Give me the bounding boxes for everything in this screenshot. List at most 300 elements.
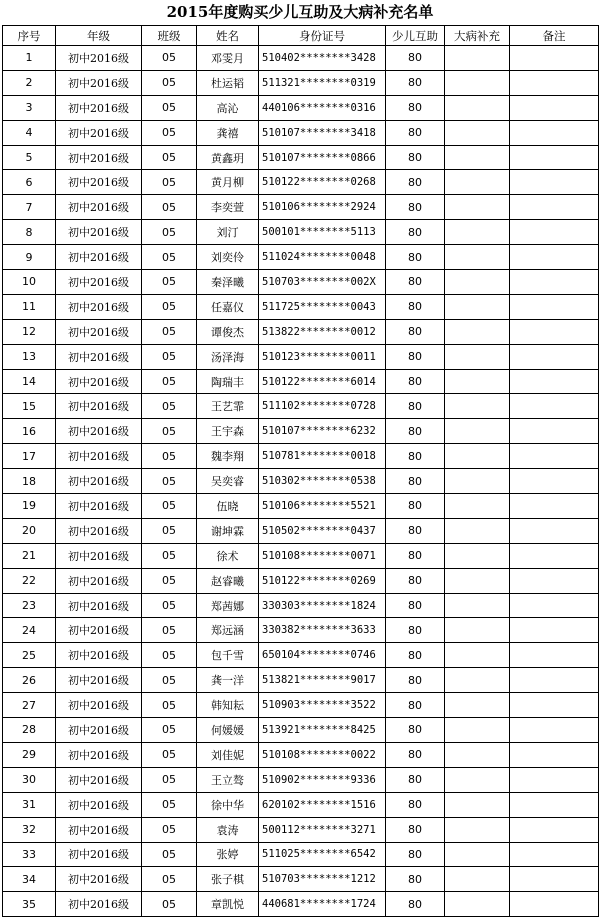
cell-remarks xyxy=(510,817,599,842)
cell-grade: 初中2016级 xyxy=(56,668,142,693)
cell-id-number: 510122********0269 xyxy=(259,568,386,593)
cell-critical-illness xyxy=(445,842,510,867)
table-row xyxy=(3,817,599,842)
cell-child-mutual-aid: 80 xyxy=(386,294,445,319)
cell-grade: 初中2016级 xyxy=(56,494,142,519)
cell-id-number: 510122********0268 xyxy=(259,170,386,195)
cell-child-mutual-aid: 80 xyxy=(386,270,445,295)
cell-remarks xyxy=(510,892,599,917)
cell-class: 05 xyxy=(142,145,197,170)
cell-class: 05 xyxy=(142,170,197,195)
table-row xyxy=(3,444,599,469)
cell-class: 05 xyxy=(142,668,197,693)
cell-remarks xyxy=(510,792,599,817)
cell-critical-illness xyxy=(445,220,510,245)
cell-remarks xyxy=(510,145,599,170)
cell-id-number: 330303********1824 xyxy=(259,593,386,618)
cell-grade: 初中2016级 xyxy=(56,195,142,220)
cell-child-mutual-aid: 80 xyxy=(386,718,445,743)
cell-name: 王立骜 xyxy=(197,767,259,792)
cell-seq: 16 xyxy=(3,419,56,444)
cell-name: 郑茜娜 xyxy=(197,593,259,618)
column-header-grade: 年级 xyxy=(56,26,142,46)
cell-seq: 35 xyxy=(3,892,56,917)
cell-id-number: 510302********0538 xyxy=(259,469,386,494)
cell-critical-illness xyxy=(445,95,510,120)
cell-class: 05 xyxy=(142,543,197,568)
cell-grade: 初中2016级 xyxy=(56,618,142,643)
table-row xyxy=(3,767,599,792)
cell-name: 秦泽曦 xyxy=(197,270,259,295)
cell-id-number: 510502********0437 xyxy=(259,518,386,543)
cell-seq: 14 xyxy=(3,369,56,394)
cell-remarks xyxy=(510,394,599,419)
cell-class: 05 xyxy=(142,742,197,767)
table-row xyxy=(3,892,599,917)
cell-critical-illness xyxy=(445,568,510,593)
cell-seq: 29 xyxy=(3,742,56,767)
cell-grade: 初中2016级 xyxy=(56,369,142,394)
cell-seq: 15 xyxy=(3,394,56,419)
cell-seq: 13 xyxy=(3,344,56,369)
cell-remarks xyxy=(510,344,599,369)
cell-class: 05 xyxy=(142,195,197,220)
cell-seq: 17 xyxy=(3,444,56,469)
cell-class: 05 xyxy=(142,867,197,892)
cell-critical-illness xyxy=(445,120,510,145)
cell-child-mutual-aid: 80 xyxy=(386,369,445,394)
cell-critical-illness xyxy=(445,693,510,718)
cell-name: 伍晓 xyxy=(197,494,259,519)
cell-remarks xyxy=(510,742,599,767)
cell-child-mutual-aid: 80 xyxy=(386,817,445,842)
cell-id-number: 510106********2924 xyxy=(259,195,386,220)
table-row xyxy=(3,344,599,369)
cell-child-mutual-aid: 80 xyxy=(386,643,445,668)
cell-seq: 32 xyxy=(3,817,56,842)
cell-child-mutual-aid: 80 xyxy=(386,593,445,618)
cell-child-mutual-aid: 80 xyxy=(386,245,445,270)
table-row xyxy=(3,294,599,319)
column-header-seq: 序号 xyxy=(3,26,56,46)
cell-name: 徐中华 xyxy=(197,792,259,817)
cell-name: 何媛媛 xyxy=(197,718,259,743)
cell-id-number: 513821********9017 xyxy=(259,668,386,693)
cell-remarks xyxy=(510,668,599,693)
cell-id-number: 510123********0011 xyxy=(259,344,386,369)
cell-remarks xyxy=(510,120,599,145)
cell-name: 高沁 xyxy=(197,95,259,120)
cell-seq: 2 xyxy=(3,70,56,95)
cell-seq: 34 xyxy=(3,867,56,892)
cell-name: 汤泽海 xyxy=(197,344,259,369)
cell-name: 黄鑫玥 xyxy=(197,145,259,170)
cell-critical-illness xyxy=(445,892,510,917)
table-row xyxy=(3,792,599,817)
cell-name: 杜运韬 xyxy=(197,70,259,95)
cell-child-mutual-aid: 80 xyxy=(386,742,445,767)
cell-name: 徐术 xyxy=(197,543,259,568)
cell-name: 吴奕睿 xyxy=(197,469,259,494)
column-header-id-number: 身份证号 xyxy=(259,26,386,46)
cell-seq: 30 xyxy=(3,767,56,792)
cell-child-mutual-aid: 80 xyxy=(386,618,445,643)
cell-class: 05 xyxy=(142,518,197,543)
cell-class: 05 xyxy=(142,792,197,817)
cell-child-mutual-aid: 80 xyxy=(386,494,445,519)
cell-child-mutual-aid: 80 xyxy=(386,767,445,792)
cell-id-number: 620102********1516 xyxy=(259,792,386,817)
cell-id-number: 510108********0071 xyxy=(259,543,386,568)
cell-critical-illness xyxy=(445,618,510,643)
cell-seq: 27 xyxy=(3,693,56,718)
cell-grade: 初中2016级 xyxy=(56,245,142,270)
cell-critical-illness xyxy=(445,344,510,369)
cell-critical-illness xyxy=(445,245,510,270)
cell-grade: 初中2016级 xyxy=(56,344,142,369)
cell-critical-illness xyxy=(445,294,510,319)
cell-critical-illness xyxy=(445,46,510,71)
table-row xyxy=(3,70,599,95)
table-row xyxy=(3,593,599,618)
cell-seq: 26 xyxy=(3,668,56,693)
cell-class: 05 xyxy=(142,120,197,145)
cell-seq: 1 xyxy=(3,46,56,71)
cell-class: 05 xyxy=(142,46,197,71)
cell-critical-illness xyxy=(445,543,510,568)
cell-seq: 21 xyxy=(3,543,56,568)
cell-remarks xyxy=(510,842,599,867)
cell-critical-illness xyxy=(445,792,510,817)
cell-id-number: 510107********6232 xyxy=(259,419,386,444)
cell-id-number: 440106********0316 xyxy=(259,95,386,120)
table-row xyxy=(3,494,599,519)
cell-grade: 初中2016级 xyxy=(56,718,142,743)
cell-id-number: 513822********0012 xyxy=(259,319,386,344)
cell-grade: 初中2016级 xyxy=(56,270,142,295)
column-header-critical-illness: 大病补充 xyxy=(445,26,510,46)
cell-name: 龚一洋 xyxy=(197,668,259,693)
cell-id-number: 510106********5521 xyxy=(259,494,386,519)
cell-name: 袁涛 xyxy=(197,817,259,842)
cell-id-number: 510107********3418 xyxy=(259,120,386,145)
cell-id-number: 511102********0728 xyxy=(259,394,386,419)
cell-remarks xyxy=(510,767,599,792)
cell-class: 05 xyxy=(142,319,197,344)
cell-name: 郑远涵 xyxy=(197,618,259,643)
cell-grade: 初中2016级 xyxy=(56,842,142,867)
cell-id-number: 510703********002X xyxy=(259,270,386,295)
cell-seq: 24 xyxy=(3,618,56,643)
cell-grade: 初中2016级 xyxy=(56,593,142,618)
cell-grade: 初中2016级 xyxy=(56,892,142,917)
cell-remarks xyxy=(510,593,599,618)
cell-remarks xyxy=(510,444,599,469)
column-header-class: 班级 xyxy=(142,26,197,46)
cell-remarks xyxy=(510,245,599,270)
cell-remarks xyxy=(510,618,599,643)
table-row xyxy=(3,668,599,693)
cell-name: 任嘉仪 xyxy=(197,294,259,319)
cell-remarks xyxy=(510,469,599,494)
cell-critical-illness xyxy=(445,469,510,494)
cell-seq: 9 xyxy=(3,245,56,270)
cell-seq: 8 xyxy=(3,220,56,245)
cell-name: 韩知耘 xyxy=(197,693,259,718)
table-row xyxy=(3,842,599,867)
table-row xyxy=(3,543,599,568)
table-row xyxy=(3,718,599,743)
document-title: 2015年度购买少儿互助及大病补充名单 xyxy=(166,3,434,21)
cell-class: 05 xyxy=(142,245,197,270)
cell-child-mutual-aid: 80 xyxy=(386,892,445,917)
column-header-name: 姓名 xyxy=(197,26,259,46)
cell-critical-illness xyxy=(445,369,510,394)
cell-class: 05 xyxy=(142,444,197,469)
cell-name: 邓雯月 xyxy=(197,46,259,71)
cell-name: 谭俊杰 xyxy=(197,319,259,344)
cell-remarks xyxy=(510,494,599,519)
cell-grade: 初中2016级 xyxy=(56,792,142,817)
column-header-remarks: 备注 xyxy=(510,26,599,46)
cell-grade: 初中2016级 xyxy=(56,742,142,767)
cell-remarks xyxy=(510,369,599,394)
cell-remarks xyxy=(510,543,599,568)
table-row xyxy=(3,643,599,668)
cell-class: 05 xyxy=(142,693,197,718)
cell-class: 05 xyxy=(142,618,197,643)
cell-remarks xyxy=(510,294,599,319)
table-row xyxy=(3,170,599,195)
table-row xyxy=(3,120,599,145)
cell-name: 王艺霏 xyxy=(197,394,259,419)
cell-id-number: 511024********0048 xyxy=(259,245,386,270)
table-row xyxy=(3,220,599,245)
cell-class: 05 xyxy=(142,593,197,618)
cell-remarks xyxy=(510,170,599,195)
table-row xyxy=(3,518,599,543)
table-row xyxy=(3,195,599,220)
table-row xyxy=(3,394,599,419)
cell-child-mutual-aid: 80 xyxy=(386,170,445,195)
cell-id-number: 511725********0043 xyxy=(259,294,386,319)
cell-remarks xyxy=(510,95,599,120)
cell-remarks xyxy=(510,319,599,344)
cell-remarks xyxy=(510,643,599,668)
cell-seq: 20 xyxy=(3,518,56,543)
cell-grade: 初中2016级 xyxy=(56,518,142,543)
cell-grade: 初中2016级 xyxy=(56,693,142,718)
cell-child-mutual-aid: 80 xyxy=(386,668,445,693)
cell-seq: 22 xyxy=(3,568,56,593)
cell-seq: 10 xyxy=(3,270,56,295)
cell-child-mutual-aid: 80 xyxy=(386,444,445,469)
cell-id-number: 440681********1724 xyxy=(259,892,386,917)
cell-child-mutual-aid: 80 xyxy=(386,394,445,419)
cell-remarks xyxy=(510,70,599,95)
cell-grade: 初中2016级 xyxy=(56,319,142,344)
cell-critical-illness xyxy=(445,145,510,170)
cell-critical-illness xyxy=(445,817,510,842)
table-row xyxy=(3,469,599,494)
cell-grade: 初中2016级 xyxy=(56,170,142,195)
cell-critical-illness xyxy=(445,593,510,618)
cell-class: 05 xyxy=(142,270,197,295)
cell-class: 05 xyxy=(142,469,197,494)
cell-id-number: 510902********9336 xyxy=(259,767,386,792)
cell-name: 王宇森 xyxy=(197,419,259,444)
cell-child-mutual-aid: 80 xyxy=(386,344,445,369)
cell-grade: 初中2016级 xyxy=(56,145,142,170)
cell-grade: 初中2016级 xyxy=(56,817,142,842)
cell-class: 05 xyxy=(142,643,197,668)
cell-seq: 19 xyxy=(3,494,56,519)
cell-id-number: 500101********5113 xyxy=(259,220,386,245)
cell-remarks xyxy=(510,270,599,295)
cell-child-mutual-aid: 80 xyxy=(386,842,445,867)
cell-remarks xyxy=(510,718,599,743)
cell-critical-illness xyxy=(445,444,510,469)
cell-class: 05 xyxy=(142,817,197,842)
cell-seq: 3 xyxy=(3,95,56,120)
cell-name: 张婷 xyxy=(197,842,259,867)
cell-name: 李奕萱 xyxy=(197,195,259,220)
cell-remarks xyxy=(510,518,599,543)
cell-seq: 4 xyxy=(3,120,56,145)
cell-class: 05 xyxy=(142,294,197,319)
cell-grade: 初中2016级 xyxy=(56,444,142,469)
cell-grade: 初中2016级 xyxy=(56,46,142,71)
cell-remarks xyxy=(510,568,599,593)
cell-class: 05 xyxy=(142,494,197,519)
cell-id-number: 510781********0018 xyxy=(259,444,386,469)
table-row xyxy=(3,618,599,643)
cell-id-number: 510903********3522 xyxy=(259,693,386,718)
table-row xyxy=(3,867,599,892)
cell-critical-illness xyxy=(445,867,510,892)
cell-seq: 5 xyxy=(3,145,56,170)
cell-class: 05 xyxy=(142,767,197,792)
cell-child-mutual-aid: 80 xyxy=(386,46,445,71)
cell-critical-illness xyxy=(445,270,510,295)
cell-name: 黄月柳 xyxy=(197,170,259,195)
cell-remarks xyxy=(510,195,599,220)
cell-remarks xyxy=(510,693,599,718)
cell-grade: 初中2016级 xyxy=(56,95,142,120)
cell-class: 05 xyxy=(142,344,197,369)
cell-grade: 初中2016级 xyxy=(56,469,142,494)
cell-id-number: 510122********6014 xyxy=(259,369,386,394)
cell-seq: 7 xyxy=(3,195,56,220)
cell-name: 谢坤霖 xyxy=(197,518,259,543)
cell-class: 05 xyxy=(142,419,197,444)
table-row xyxy=(3,270,599,295)
table-row xyxy=(3,245,599,270)
cell-id-number: 510703********1212 xyxy=(259,867,386,892)
cell-child-mutual-aid: 80 xyxy=(386,120,445,145)
cell-id-number: 330382********3633 xyxy=(259,618,386,643)
cell-name: 赵睿曦 xyxy=(197,568,259,593)
cell-remarks xyxy=(510,46,599,71)
cell-id-number: 511025********6542 xyxy=(259,842,386,867)
cell-remarks xyxy=(510,867,599,892)
cell-name: 包千雪 xyxy=(197,643,259,668)
table-row xyxy=(3,46,599,71)
cell-critical-illness xyxy=(445,767,510,792)
cell-class: 05 xyxy=(142,95,197,120)
cell-critical-illness xyxy=(445,319,510,344)
cell-name: 龚禧 xyxy=(197,120,259,145)
cell-id-number: 510107********0866 xyxy=(259,145,386,170)
cell-critical-illness xyxy=(445,419,510,444)
cell-class: 05 xyxy=(142,70,197,95)
roster-table xyxy=(2,25,599,917)
cell-id-number: 510402********3428 xyxy=(259,46,386,71)
cell-grade: 初中2016级 xyxy=(56,543,142,568)
cell-critical-illness xyxy=(445,668,510,693)
cell-grade: 初中2016级 xyxy=(56,419,142,444)
table-row xyxy=(3,742,599,767)
cell-critical-illness xyxy=(445,170,510,195)
cell-class: 05 xyxy=(142,892,197,917)
table-row xyxy=(3,95,599,120)
cell-grade: 初中2016级 xyxy=(56,220,142,245)
cell-seq: 31 xyxy=(3,792,56,817)
cell-child-mutual-aid: 80 xyxy=(386,145,445,170)
cell-id-number: 510108********0022 xyxy=(259,742,386,767)
cell-critical-illness xyxy=(445,394,510,419)
cell-name: 刘佳妮 xyxy=(197,742,259,767)
cell-child-mutual-aid: 80 xyxy=(386,220,445,245)
cell-child-mutual-aid: 80 xyxy=(386,693,445,718)
cell-name: 刘汀 xyxy=(197,220,259,245)
cell-grade: 初中2016级 xyxy=(56,70,142,95)
cell-grade: 初中2016级 xyxy=(56,568,142,593)
table-row xyxy=(3,319,599,344)
cell-grade: 初中2016级 xyxy=(56,643,142,668)
cell-name: 刘奕伶 xyxy=(197,245,259,270)
cell-grade: 初中2016级 xyxy=(56,767,142,792)
cell-critical-illness xyxy=(445,70,510,95)
cell-critical-illness xyxy=(445,718,510,743)
table-body xyxy=(3,46,599,917)
cell-child-mutual-aid: 80 xyxy=(386,319,445,344)
cell-child-mutual-aid: 80 xyxy=(386,792,445,817)
cell-seq: 6 xyxy=(3,170,56,195)
cell-id-number: 500112********3271 xyxy=(259,817,386,842)
cell-class: 05 xyxy=(142,369,197,394)
cell-seq: 11 xyxy=(3,294,56,319)
cell-grade: 初中2016级 xyxy=(56,394,142,419)
cell-remarks xyxy=(510,220,599,245)
cell-seq: 12 xyxy=(3,319,56,344)
cell-critical-illness xyxy=(445,195,510,220)
cell-seq: 23 xyxy=(3,593,56,618)
table-row xyxy=(3,419,599,444)
cell-child-mutual-aid: 80 xyxy=(386,70,445,95)
column-header-child-mutual-aid: 少儿互助 xyxy=(386,26,445,46)
cell-child-mutual-aid: 80 xyxy=(386,543,445,568)
table-row xyxy=(3,369,599,394)
cell-grade: 初中2016级 xyxy=(56,867,142,892)
cell-name: 魏李翔 xyxy=(197,444,259,469)
table-header-row xyxy=(3,26,599,46)
cell-critical-illness xyxy=(445,518,510,543)
cell-child-mutual-aid: 80 xyxy=(386,568,445,593)
cell-class: 05 xyxy=(142,394,197,419)
cell-child-mutual-aid: 80 xyxy=(386,419,445,444)
cell-class: 05 xyxy=(142,718,197,743)
